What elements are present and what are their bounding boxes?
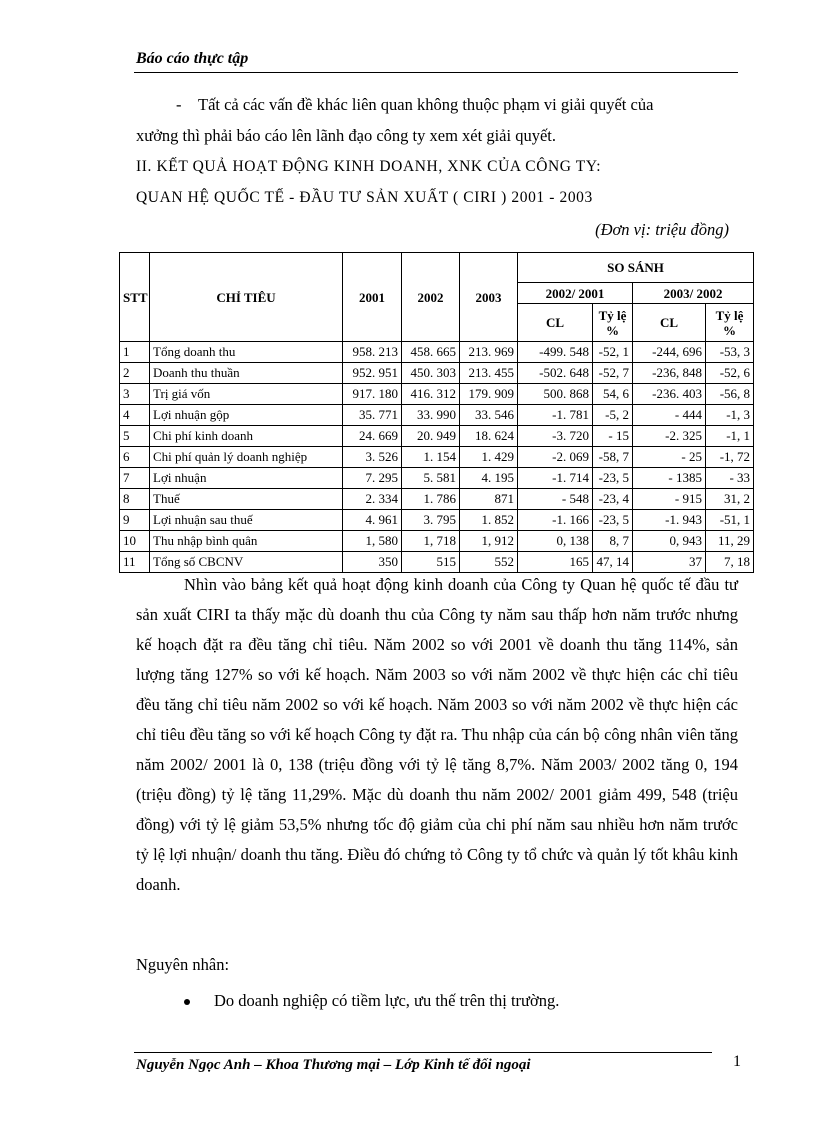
cell-cl1: 165	[518, 552, 593, 573]
cell-r2: -1, 3	[706, 405, 754, 426]
cell-y2002: 515	[402, 552, 460, 573]
cell-r2: - 33	[706, 468, 754, 489]
cell-stt: 5	[120, 426, 150, 447]
cell-r1: -23, 5	[593, 510, 633, 531]
cell-name: Thuế	[150, 489, 343, 510]
cell-cl1: -1. 714	[518, 468, 593, 489]
cell-name: Lợi nhuận	[150, 468, 343, 489]
header-cl-2: CL	[633, 304, 706, 342]
cell-y2001: 3. 526	[343, 447, 402, 468]
header-indicator: CHỈ TIÊU	[150, 253, 343, 342]
cell-name: Chi phí quản lý doanh nghiệp	[150, 447, 343, 468]
cell-y2003: 213. 969	[460, 342, 518, 363]
cell-r2: 11, 29	[706, 531, 754, 552]
cell-y2003: 552	[460, 552, 518, 573]
table-row	[120, 489, 754, 510]
table-body	[120, 342, 754, 573]
cell-y2001: 4. 961	[343, 510, 402, 531]
dash-marker: -	[176, 95, 182, 114]
cause-label: Nguyên nhân:	[136, 955, 230, 974]
cell-y2003: 18. 624	[460, 426, 518, 447]
header-2001: 2001	[343, 253, 402, 342]
cell-cl1: - 548	[518, 489, 593, 510]
cell-y2001: 7. 295	[343, 468, 402, 489]
cell-y2002: 5. 581	[402, 468, 460, 489]
cell-y2001: 1, 580	[343, 531, 402, 552]
cell-cl2: - 1385	[633, 468, 706, 489]
cell-r1: 8, 7	[593, 531, 633, 552]
cell-r2: -52, 6	[706, 363, 754, 384]
cell-name: Chi phí kinh doanh	[150, 426, 343, 447]
cell-y2003: 871	[460, 489, 518, 510]
report-header-title: Báo cáo thực tập	[136, 50, 249, 67]
table-row	[120, 342, 754, 363]
section-heading-line-2: QUAN HỆ QUỐC TẾ - ĐẦU TƯ SẢN XUẤT ( CIRI ) 2001 - 2003	[136, 189, 593, 206]
cell-name: Trị giá vốn	[150, 384, 343, 405]
cell-name: Doanh thu thuần	[150, 363, 343, 384]
header-divider	[134, 72, 738, 73]
cell-stt: 6	[120, 447, 150, 468]
cell-stt: 4	[120, 405, 150, 426]
cell-r1: 47, 14	[593, 552, 633, 573]
cell-stt: 10	[120, 531, 150, 552]
intro-text-1: Tất cả các vấn đề khác liên quan không thuộc phạm vi giải quyết của	[198, 95, 654, 114]
cell-cl2: - 444	[633, 405, 706, 426]
header-compare: SO SÁNH	[518, 253, 754, 283]
cell-y2001: 35. 771	[343, 405, 402, 426]
bullet-dot-icon	[184, 999, 190, 1005]
cell-cl1: -3. 720	[518, 426, 593, 447]
cell-y2001: 2. 334	[343, 489, 402, 510]
cell-y2002: 450. 303	[402, 363, 460, 384]
header-ratio-1: Tỷ lệ %	[593, 304, 633, 342]
cell-y2003: 1. 429	[460, 447, 518, 468]
table-row	[120, 447, 754, 468]
cell-cl1: -2. 069	[518, 447, 593, 468]
cell-cl2: -244, 696	[633, 342, 706, 363]
cell-name: Tổng số CBCNV	[150, 552, 343, 573]
cell-r2: -56, 8	[706, 384, 754, 405]
header-cl-1: CL	[518, 304, 593, 342]
cell-cl1: -499. 548	[518, 342, 593, 363]
cell-r2: -51, 1	[706, 510, 754, 531]
header-2002: 2002	[402, 253, 460, 342]
cell-y2002: 1, 718	[402, 531, 460, 552]
cell-name: Thu nhập bình quân	[150, 531, 343, 552]
business-results-table	[119, 252, 754, 573]
cell-cl2: -236, 848	[633, 363, 706, 384]
cell-y2002: 20. 949	[402, 426, 460, 447]
cell-r2: -1, 72	[706, 447, 754, 468]
cell-y2002: 1. 786	[402, 489, 460, 510]
page-number: 1	[733, 1053, 741, 1070]
cell-y2001: 958. 213	[343, 342, 402, 363]
cell-y2003: 4. 195	[460, 468, 518, 489]
cell-y2003: 33. 546	[460, 405, 518, 426]
cell-y2001: 24. 669	[343, 426, 402, 447]
header-2003: 2003	[460, 253, 518, 342]
cell-y2002: 3. 795	[402, 510, 460, 531]
cell-r1: 54, 6	[593, 384, 633, 405]
cell-cl1: 0, 138	[518, 531, 593, 552]
cell-y2003: 213. 455	[460, 363, 518, 384]
table-row	[120, 363, 754, 384]
analysis-paragraph: Nhìn vào bảng kết quả hoạt động kinh doanh của Công ty Quan hệ quốc tế đầu tư sản xuất CIRI ta thấy mặc dù doanh thu của Công ty năm sau thấp hơn năm trước nhưng kế hoạch đặt ra đều tăng chỉ tiêu. Năm 2002 so với 2001 về doanh thu tăng 114%, sản lượng tăng 127% so với kế hoạch. Năm 2003 so với năm 2002 về thực hiện các chỉ tiêu đều tăng chỉ tiêu năm 2002 so với kế hoạch. Năm 2003 so với năm 2002 về thực hiện các chỉ tiêu đều tăng so với kế hoạch Công ty đặt ra. Thu nhập của cán bộ công nhân viên tăng năm 2002/ 2001 là 0, 138 (triệu đồng với tỷ lệ tăng 8,7%. Năm 2003/ 2002 tăng 0, 194 (triệu đồng) tỷ lệ tăng 11,29%. Mặc dù doanh thu năm 2002/ 2001 giảm 499, 548 (triệu đồng) với tỷ lệ giảm 53,5% nhưng tốc độ giảm của chi phí năm sau nhiều hơn năm trước tỷ lệ lợi nhuận/ doanh thu tăng. Điều đó chứng tỏ Công ty tổ chức và quản lý tốt khâu kinh doanh.	[136, 575, 738, 894]
intro-line-1	[176, 95, 653, 115]
cell-r1: -58, 7	[593, 447, 633, 468]
cell-y2003: 1. 852	[460, 510, 518, 531]
cause-bullet-text: Do doanh nghiệp có tiềm lực, ưu thế trên thị trường.	[214, 991, 560, 1010]
cell-r2: -1, 1	[706, 426, 754, 447]
cell-r1: -52, 1	[593, 342, 633, 363]
cell-name: Lợi nhuận gộp	[150, 405, 343, 426]
header-period-2003-2002: 2003/ 2002	[633, 283, 754, 304]
cell-y2002: 416. 312	[402, 384, 460, 405]
cell-r1: -52, 7	[593, 363, 633, 384]
cell-y2002: 458. 665	[402, 342, 460, 363]
cell-y2002: 33. 990	[402, 405, 460, 426]
cell-y2003: 179. 909	[460, 384, 518, 405]
cell-cl1: -502. 648	[518, 363, 593, 384]
cell-r1: -23, 4	[593, 489, 633, 510]
table-row	[120, 531, 754, 552]
intro-line-2: xưởng thì phải báo cáo lên lãnh đạo công ty xem xét giải quyết.	[136, 126, 556, 145]
cell-r1: -5, 2	[593, 405, 633, 426]
cell-cl1: -1. 781	[518, 405, 593, 426]
cell-cl2: 37	[633, 552, 706, 573]
cell-cl1: -1. 166	[518, 510, 593, 531]
header-ratio-2: Tỷ lệ %	[706, 304, 754, 342]
cell-cl2: 0, 943	[633, 531, 706, 552]
cell-name: Lợi nhuận sau thuế	[150, 510, 343, 531]
cell-stt: 7	[120, 468, 150, 489]
cell-y2003: 1, 912	[460, 531, 518, 552]
cell-r2: -53, 3	[706, 342, 754, 363]
cell-stt: 3	[120, 384, 150, 405]
cell-cl2: -236. 403	[633, 384, 706, 405]
footer-author: Nguyễn Ngọc Anh – Khoa Thương mại – Lớp Kinh tế đối ngoại	[136, 1057, 531, 1073]
cell-y2001: 952. 951	[343, 363, 402, 384]
cell-cl2: -2. 325	[633, 426, 706, 447]
cell-y2001: 917. 180	[343, 384, 402, 405]
unit-note: (Đơn vị: triệu đồng)	[595, 220, 729, 239]
table-row	[120, 510, 754, 531]
cell-name: Tổng doanh thu	[150, 342, 343, 363]
cell-stt: 9	[120, 510, 150, 531]
cell-r2: 31, 2	[706, 489, 754, 510]
header-stt: STT	[120, 253, 150, 342]
cell-r1: -23, 5	[593, 468, 633, 489]
cell-cl2: -1. 943	[633, 510, 706, 531]
cell-y2002: 1. 154	[402, 447, 460, 468]
cell-r2: 7, 18	[706, 552, 754, 573]
cell-stt: 11	[120, 552, 150, 573]
table-row	[120, 426, 754, 447]
section-heading-line-1: II. KẾT QUẢ HOẠT ĐỘNG KINH DOANH, XNK CỦA CÔNG TY:	[136, 158, 602, 175]
cause-bullet	[186, 991, 559, 1011]
header-period-2002-2001: 2002/ 2001	[518, 283, 633, 304]
footer-divider	[134, 1052, 712, 1053]
table-row	[120, 468, 754, 489]
cell-y2001: 350	[343, 552, 402, 573]
cell-cl1: 500. 868	[518, 384, 593, 405]
cell-cl2: - 915	[633, 489, 706, 510]
cell-r1: - 15	[593, 426, 633, 447]
cell-cl2: - 25	[633, 447, 706, 468]
cell-stt: 8	[120, 489, 150, 510]
table-row	[120, 384, 754, 405]
cell-stt: 1	[120, 342, 150, 363]
table-row	[120, 405, 754, 426]
cell-stt: 2	[120, 363, 150, 384]
